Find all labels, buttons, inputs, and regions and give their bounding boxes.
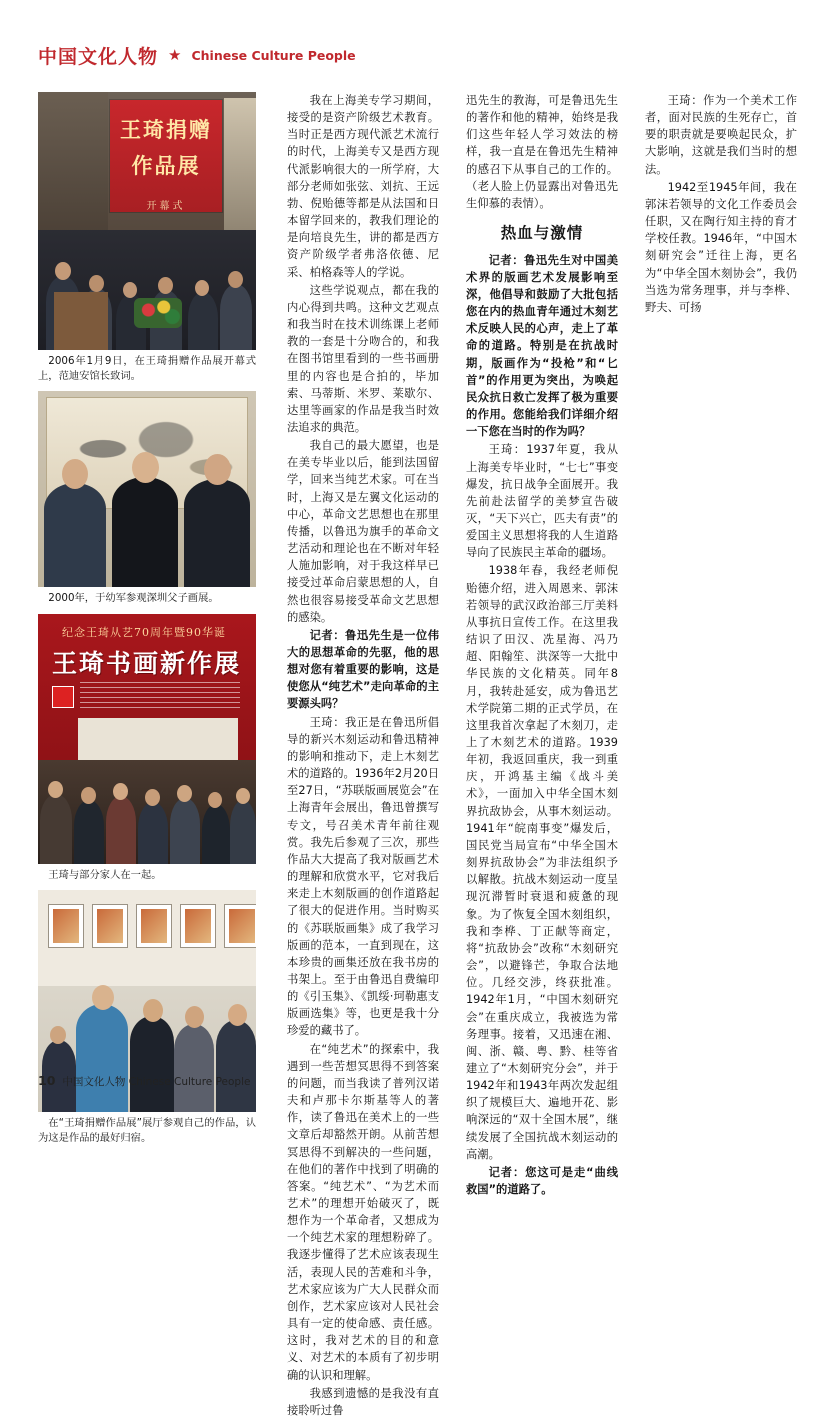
paragraph-interviewer: 记者：鲁迅先生对中国美术界的版画艺术发展影响至深，他倡导和鼓励了大批包括您在内的热血青年通过木刻艺术反映人民的心声，走上了革命的道路。特别是在抗战时期，版画作为“投枪”和“匕首”的作用更为突出，为唤起民众抗日救亡发挥了极为重要的作用。您能给我们详细介绍一下您在当时的作为吗？ xyxy=(466,253,618,439)
photo-calligraphy-exhibition xyxy=(38,614,256,864)
paragraph: 我感到遗憾的是我没有直接聆听过鲁 xyxy=(287,1386,439,1417)
banner-line3: 开幕式 xyxy=(146,201,186,212)
text-column-4 xyxy=(645,92,797,317)
paragraph: 在“纯艺术”的探索中，我遇到一些苦想冥思得不到答案的问题，而当我读了普列汉诺夫和卢那卡尔斯基等人的著作，读了鲁迅在美术上的一些文章后却豁然开朗。从前苦想冥思得不到解决的一些问题，在他们的著作中找到了明确的答案。“纯艺术”、“为艺术而艺术”的理想开始破灭了，既想作为一个革命者，又想成为一个纯艺术家的理想粉碎了。我逐步懂得了艺术应该表现生活，表现人民的苦难和斗争，艺术家应该为广大人民群众而创作，艺术家应该对人民社会具有一定的使命感、责任感。这时，我对艺术的目的和意义、对艺术的本质有了初步明确的认识和理解。 xyxy=(287,1042,439,1382)
poster-seal-icon xyxy=(52,686,74,708)
poster-title: 王琦书画新作展 xyxy=(52,648,242,678)
poster-text-block xyxy=(80,682,240,712)
page-footer xyxy=(38,1073,250,1089)
page-number: 10 xyxy=(38,1073,56,1088)
paragraph: 迅先生的教海，可是鲁迅先生的著作和他的精神，始终是我们这些年轻人学习效法的榜样，我一直是在鲁迅先生精神的感召下从事自己的工作的。（老人脸上仍显露出对鲁迅先生仰慕的表情）。 xyxy=(466,94,618,210)
photo-flowers xyxy=(134,298,182,328)
star-icon: ★ xyxy=(168,45,182,64)
masthead-title-cn: 中国文化人物 xyxy=(38,45,159,68)
paragraph: 王琦：我正是在鲁迅所倡导的新兴木刻运动和鲁迅精神的影响和推动下，走上木刻艺术的道路的。1936年2月20日至27日，“苏联版画展览会”在上海青年会展出，鲁迅曾撰写专文，号召美术青年前往观赏。我先后参观了三次，那些作品大大提高了我对版画艺术的理解和欣赏水平，它对我后来走上木刻版画的创作道路起了很大的促进作用。当时购买的《苏联版画集》成了我学习版画的范本，一直到现在，这本珍贵的画集还放在我书房的书架上。至于由鲁迅自费编印的《引玉集》、《凯绥·珂勒惠支版画选集》等，也更是我十分珍爱的藏书了。 xyxy=(287,715,439,1038)
poster-subtitle: 纪念王琦从艺70周年暨90华诞 xyxy=(62,625,226,639)
paragraph: 王琦：1937年夏，我从上海美专毕业时，“七七”事变爆发，抗日战争全面展开。我先前赴法留学的美梦宣告破灭，“天下兴亡，匹夫有责”的爱国主义思想将我的人生道路导向了民族民主革命的疆场。 xyxy=(466,443,618,560)
text-column-2 xyxy=(287,92,439,1420)
masthead-title-en: Chinese Culture People xyxy=(191,47,356,63)
footer-title: 中国文化人物 Chinese Culture People xyxy=(62,1076,251,1088)
exhibition-banner xyxy=(110,100,222,212)
photo-caption-3: 王琦与部分家人在一起。 xyxy=(48,868,162,881)
paragraph: 1938年春，我经老师倪贻德介绍，进入周恩来、郭沫若领导的武汉政治部三厅美料从事抗日宣传工作。在这里我结识了田汉、冼星海、冯乃超、阳翰笙、洪深等一大批中华民族的文化精英。同年8月，我转赴延安，成为鲁迅艺术学院第二期的正式学员，在这里我首次拿起了木刻刀，走上了木刻艺术的道路。1939年初，我返回重庆，我一到重庆，开鸿基主编《战斗美术》，一面加入中华全国木刻界抗敌协会，从事木刻运动。1941年“皖南事变”爆发后，国民党当局宣布“中华全国木刻界抗敌协会”为非法组织予以解散。抗战木刻运动一度呈现沉滞暂时衰退和疲惫的现象。为了恢复全国木刻组织，我和李桦、丁正献等商定，将“抗敌协会”改称“木刻研究会”，以避锋芒，争取合法地位。几经交涉，终获批准。1942年1月，“中国木刻研究会”在重庆成立，我被选为常务理事。接着，又迅速在湘、闽、浙、赣、粤、黔、桂等省建立了“木刻研究分会”，并于1942年和1943年两次发起组织了规模巨大、遍地开花、影响深远的“双十全国木展”，继续发展了全国抗战木刻运动的高潮。 xyxy=(466,564,618,1161)
photo-caption-1: 2006年1月9日，在王琦捐赠作品展开幕式上，范迪安馆长致词。 xyxy=(38,355,256,383)
section-heading: 热血与激情 xyxy=(500,223,584,243)
photo-podium xyxy=(54,292,108,350)
photo-column xyxy=(38,92,256,1153)
masthead xyxy=(38,38,378,72)
banner-line1: 王琦捐赠 xyxy=(120,117,212,142)
paragraph: 我自己的最大愿望，也是在美专毕业以后，能到法国留学，回来当纯艺术家。可在当时，上海又是左翼文化运动的中心，革命文艺思想也在那里传播，以鲁迅为旗手的革命文艺活动和理论也在不断对年轻人施加影响，对于我这样早已接受过革命启蒙思想的人，自然也很容易接受革命文艺思想的感染。 xyxy=(287,439,439,624)
paragraph: 我在上海美专学习期间，接受的是资产阶级艺术教育。当时正是西方现代派艺术流行的时代，上海美专又是西方现代派影响很大的一所学府，大部分老师如张弦、刘抗、王远勃、倪贻德等都是从法国和日本留学回来的，教我们理论的是向培良先生，讲的都是西方资产阶级学者弗洛依德、尼采、柏格森等人的学说。 xyxy=(287,94,439,279)
photo-block-3 xyxy=(38,614,256,883)
photo-block-1 xyxy=(38,92,256,384)
photo-three-men xyxy=(38,465,256,587)
banner-line2: 作品展 xyxy=(131,153,201,178)
paragraph: 1942至1945年间，我在郭沫若领导的文化工作委员会任职，又在陶行知主持的育才学校任教。1946年，“中国木刻研究会”迁往上海，更名为“中华全国木刻协会”，我仍当选为常务理事，并与李桦、野夫、可扬 xyxy=(645,180,797,314)
photo-family-crowd xyxy=(38,760,256,864)
photo-exhibition-opening xyxy=(38,92,256,350)
photo-caption-4: 在“王琦捐赠作品展”展厅参观自己的作品，认为这是作品的最好归宿。 xyxy=(38,1116,256,1145)
photo-wall-left xyxy=(38,92,108,242)
photo-caption-2: 2000年，于幼军参观深圳父子画展。 xyxy=(48,592,219,605)
photo-visitors xyxy=(38,972,256,1112)
paragraph: 这些学说观点，都在我的内心得到共鸣。这种文艺观点和我当时在技术训练课上老师教的一套是十分吻合的，和我在图书馆里看到的一些书画册里的内容也是合拍的，毕加索、马蒂斯、米罗、莱歇尔、达里等画家的作品是我当时效法追求的典范。 xyxy=(287,283,439,434)
paragraph-interviewer: 记者：鲁迅先生是一位伟大的思想革命的先驱，他的思想对您有着重要的影响，这是使您从“纯艺术”走向革命的主要源头吗？ xyxy=(287,628,439,711)
text-column-3 xyxy=(466,92,618,1199)
photo-doorway xyxy=(224,98,256,238)
photo-block-2 xyxy=(38,391,256,606)
photo-family-group xyxy=(38,391,256,587)
paragraph: 王琦：作为一个美术工作者，面对民族的生死存亡，首要的职责就是要唤起民众，扩大影响，这就是我们当时的想法。 xyxy=(645,94,797,176)
paragraph-interviewer: 记者：您这可是走“曲线救国”的道路了。 xyxy=(466,1165,618,1197)
poster-white-panel xyxy=(78,718,238,762)
photo-block-4 xyxy=(38,890,256,1146)
